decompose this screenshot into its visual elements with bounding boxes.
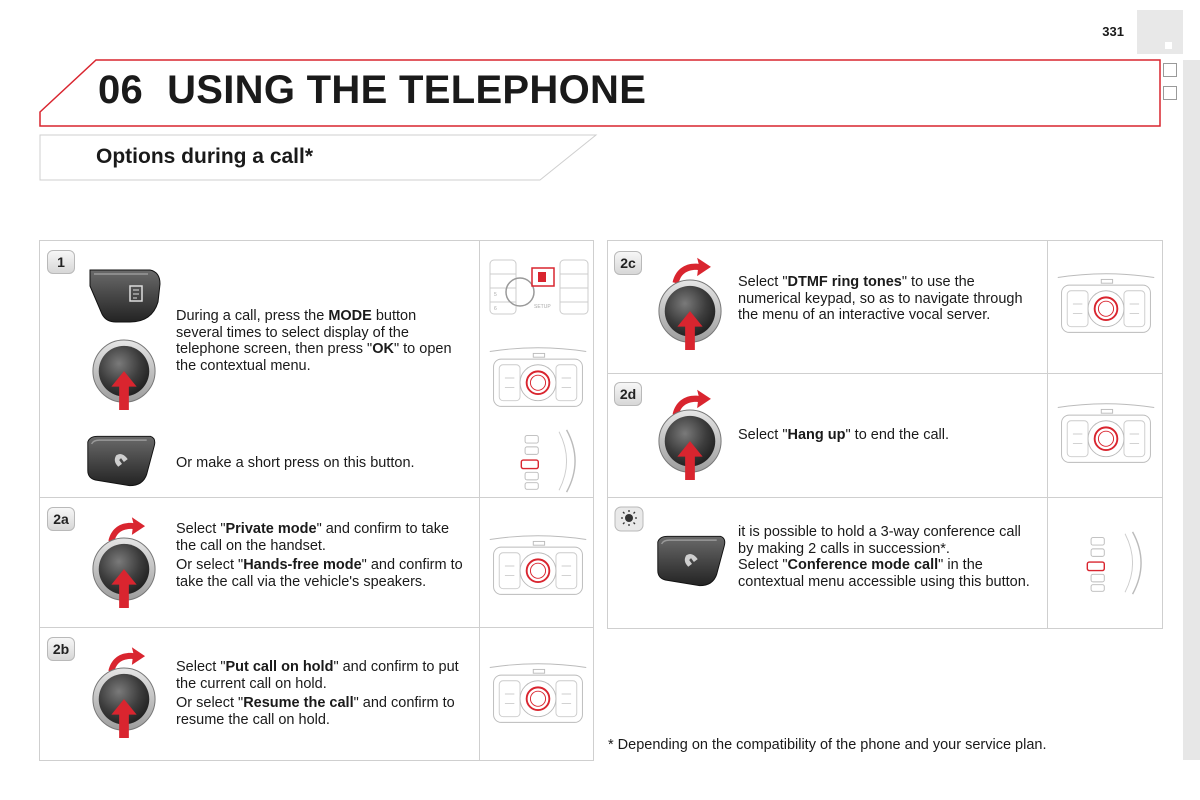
panel-divider bbox=[608, 497, 1162, 498]
chapter-title-text: USING THE TELEPHONE bbox=[167, 68, 647, 112]
section-title: Options during a call* bbox=[96, 145, 314, 168]
rotary-knob-icon bbox=[656, 276, 724, 354]
steering-wheel-diagram-icon bbox=[1066, 530, 1152, 596]
panel-divider bbox=[608, 373, 1162, 374]
rotary-knob-icon bbox=[90, 336, 158, 414]
steering-wheel-button-icon bbox=[84, 432, 160, 490]
step-2a-text: Select "Private mode" and confirm to take the call on the handset. Or select "Hands-free mode" and confirm to take the call via the vehicle's speakers. bbox=[176, 521, 463, 590]
console-setup-label: SETUP bbox=[534, 304, 551, 310]
step-2b-text: Select "Put call on hold" and confirm to put the current call on hold. Or select "Resume the call" and confirm to resume the call on hold. bbox=[176, 659, 459, 728]
steering-wheel-button-icon bbox=[654, 532, 730, 590]
step-1-text: During a call, press the MODE button several times to select display of the telephone screen, then press "OK" to open the contextual menu. bbox=[176, 308, 452, 374]
step-badge-1: 1 bbox=[47, 250, 75, 274]
step-1-alt-text: Or make a short press on this button. bbox=[176, 455, 415, 471]
panel-divider bbox=[479, 241, 480, 760]
step-2d-text: Select "Hang up" to end the call. bbox=[738, 427, 949, 443]
chapter-title bbox=[98, 68, 646, 113]
console-diagram-icon bbox=[1054, 266, 1158, 342]
tip-bulb-icon bbox=[614, 506, 644, 532]
rotary-knob-icon bbox=[90, 664, 158, 742]
footnote: * Depending on the compatibility of the phone and your service plan. bbox=[608, 737, 1047, 753]
step-badge-2c: 2c bbox=[614, 251, 642, 275]
panel-divider bbox=[1047, 241, 1048, 628]
chapter-number: 06 bbox=[98, 68, 144, 112]
steering-wheel-diagram-icon bbox=[500, 428, 586, 494]
console-diagram-icon bbox=[486, 656, 590, 732]
tip-text: it is possible to hold a 3-way conference call by making 2 calls in succession*. Select "Conference mode call" in the contextual menu accessible using this button. bbox=[738, 524, 1030, 590]
console-diagram-icon bbox=[1054, 396, 1158, 472]
console-diagram-icon bbox=[486, 246, 590, 328]
step-badge-2b: 2b bbox=[47, 637, 75, 661]
console-key-5: 5 bbox=[494, 292, 497, 298]
step-2c-text: Select "DTMF ring tones" to use the numerical keypad, so as to navigate through the menu of an interactive vocal server. bbox=[738, 274, 1023, 323]
rotary-knob-icon bbox=[90, 534, 158, 612]
console-key-6: 6 bbox=[494, 306, 497, 312]
step-badge-2d: 2d bbox=[614, 382, 642, 406]
panel-divider bbox=[40, 497, 593, 498]
rotary-knob-icon bbox=[656, 406, 724, 484]
step-badge-2a: 2a bbox=[47, 507, 75, 531]
panel-divider bbox=[40, 627, 593, 628]
page-number: 331 bbox=[1102, 24, 1124, 39]
console-diagram-icon bbox=[486, 340, 590, 416]
mode-button-icon bbox=[86, 266, 164, 326]
console-diagram-icon bbox=[486, 528, 590, 604]
